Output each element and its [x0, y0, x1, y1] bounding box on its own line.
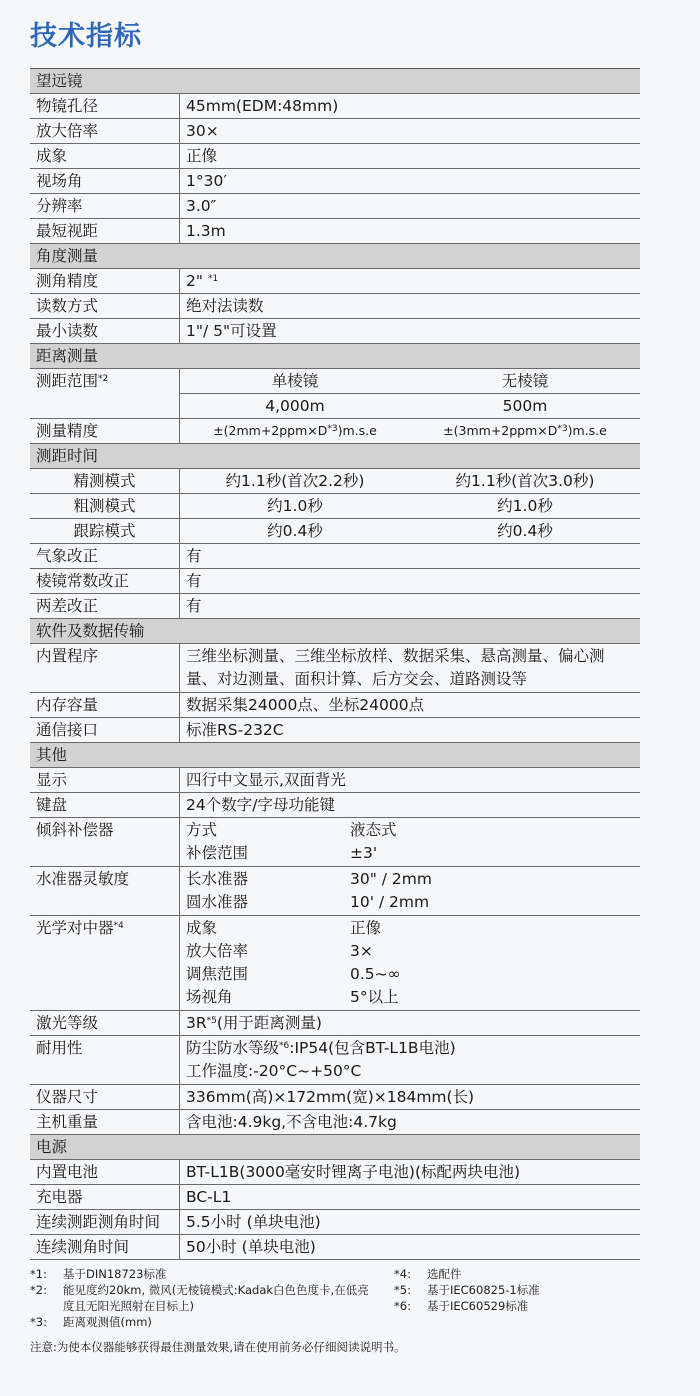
sub-key: 方式: [186, 821, 218, 839]
section-angle: 角度测量: [30, 244, 640, 269]
footnote: [30, 1314, 375, 1330]
footnotes-right: [394, 1266, 650, 1314]
spec-row: [30, 144, 640, 169]
row-value: 含电池:4.9kg,不含电池:4.7kg: [186, 1113, 397, 1131]
spec-row: [30, 294, 640, 319]
row-value: 24个数字/字母功能键: [186, 796, 335, 814]
spec-row: [30, 1085, 640, 1110]
spec-row: [30, 793, 640, 818]
program-line: 三维坐标测量、三维坐标放样、数据采集、悬高测量、偏心测: [186, 647, 605, 665]
row-value: 1°30′: [186, 172, 227, 190]
footnote-mark: *5: [206, 1016, 217, 1026]
sub-key: 长水准器: [186, 870, 249, 888]
range-values: [180, 394, 640, 418]
prism-header: 单棱镜: [271, 372, 319, 390]
spec-row: [30, 269, 640, 294]
temp-line: 工作温度:-20°C~+50°C: [186, 1062, 362, 1080]
section-power: 电源: [30, 1135, 640, 1160]
row-label: 测角精度: [30, 269, 180, 293]
row-label: 内置程序: [30, 644, 180, 692]
spec-row: [30, 768, 640, 793]
page-title: 技术指标: [30, 21, 142, 52]
row-label: [30, 369, 180, 418]
section-software: 软件及数据传输: [30, 619, 640, 644]
row-value: 5.5小时 (单块电池): [186, 1213, 321, 1231]
prism-time: 约1.0秒: [267, 497, 323, 515]
noprism-time: 约0.4秒: [497, 522, 553, 540]
acc-text: )m.s.e: [337, 423, 377, 438]
row-value: 有: [186, 572, 202, 590]
row-label: 耐用性: [30, 1036, 180, 1084]
footnote: [30, 1266, 375, 1282]
row-label: 物镜孔径: [30, 94, 180, 118]
acc-text: )m.s.e: [567, 423, 607, 438]
row-label: 连续测距测角时间: [30, 1210, 180, 1234]
prism-range: 4,000m: [265, 397, 325, 415]
row-value: [180, 867, 640, 915]
footnote-key: *3:: [30, 1315, 47, 1329]
row-label: 倾斜补偿器: [30, 818, 180, 866]
program-line: 量、对边测量、面积计算、后方交会、道路测设等: [186, 670, 528, 688]
footnote-mark: *3: [327, 424, 338, 434]
dust-label: 防尘防水等级: [186, 1039, 280, 1057]
spec-row: [30, 519, 640, 544]
spec-row: [30, 644, 640, 693]
spec-row: [30, 693, 640, 718]
sub-value: 3×: [350, 942, 373, 960]
footnote-text: 基于DIN18723标准: [63, 1267, 167, 1281]
spec-row: [30, 469, 640, 494]
row-label: 放大倍率: [30, 119, 180, 143]
spec-row: [30, 594, 640, 619]
spec-row: [30, 494, 640, 519]
row-label: 充电器: [30, 1185, 180, 1209]
row-value: [180, 1011, 640, 1035]
row-label: 水准器灵敏度: [30, 867, 180, 915]
footnote-key: *2:: [30, 1283, 47, 1297]
footnote-key: *5:: [394, 1283, 411, 1297]
spec-table: [30, 68, 640, 1260]
acc-text: ±(3mm+2ppm×D: [443, 423, 558, 438]
noprism-header: 无棱镜: [501, 372, 549, 390]
prism-time: 约1.1秒(首次2.2秒): [225, 472, 365, 490]
footnote-mark: *6: [279, 1041, 290, 1051]
noprism-accuracy: [410, 419, 640, 443]
spec-row: [30, 718, 640, 743]
row-value: [180, 644, 640, 692]
row-value: 1"/ 5"可设置: [186, 322, 277, 340]
row-value: [180, 916, 640, 1010]
sub-key: 补偿范围: [186, 844, 249, 862]
sub-value: 0.5~∞: [350, 965, 401, 983]
section-distance: 距离测量: [30, 344, 640, 369]
footnote-text: 选配件: [427, 1267, 462, 1281]
dust-line: [186, 1037, 640, 1060]
spec-row: [30, 1185, 640, 1210]
spec-row: [30, 1110, 640, 1135]
sub-value: 5°以上: [350, 988, 399, 1006]
spec-row: [30, 119, 640, 144]
range-label: 测距范围: [36, 372, 99, 390]
precision-value: 2": [186, 272, 203, 290]
row-value: [180, 369, 640, 418]
spec-row: [30, 867, 640, 916]
prism-time: 约0.4秒: [267, 522, 323, 540]
noprism-range: 500m: [502, 397, 548, 415]
acc-text: ±(2mm+2ppm×D: [213, 423, 328, 438]
row-value: [180, 1036, 640, 1084]
row-label: 显示: [30, 768, 180, 792]
spec-row: [30, 169, 640, 194]
spec-row: [30, 419, 640, 444]
sub-value: 液态式: [350, 821, 397, 839]
row-value: [180, 269, 640, 293]
row-value: 1.3m: [186, 222, 226, 240]
row-value: 有: [186, 597, 202, 615]
row-value: 336mm(高)×172mm(宽)×184mm(长): [186, 1088, 475, 1106]
usage-notice: 注意:为使本仪器能够获得最佳测量效果,请在使用前务必仔细阅读说明书。: [30, 1340, 406, 1354]
row-value: BT-L1B(3000毫安时锂离子电池)(标配两块电池): [186, 1163, 521, 1181]
row-label: 最短视距: [30, 219, 180, 243]
row-label: 连续测角时间: [30, 1235, 180, 1259]
row-label: 通信接口: [30, 718, 180, 742]
section-telescope: 望远镜: [30, 69, 640, 94]
row-value: 标准RS-232C: [186, 721, 284, 739]
row-value: 有: [186, 547, 202, 565]
footnote-key: *6:: [394, 1299, 411, 1313]
row-label: 读数方式: [30, 294, 180, 318]
footnote-mark: *1: [207, 274, 219, 284]
footnote: [394, 1266, 650, 1282]
spec-row: [30, 569, 640, 594]
laser-note: (用于距离测量): [216, 1014, 322, 1032]
row-label: 棱镜常数改正: [30, 569, 180, 593]
row-value: [180, 519, 640, 543]
range-head: [180, 369, 640, 394]
spec-row: [30, 1210, 640, 1235]
noprism-time: 约1.0秒: [497, 497, 553, 515]
section-other: 其他: [30, 743, 640, 768]
row-label: 最小读数: [30, 319, 180, 343]
row-value: 正像: [186, 147, 218, 165]
row-label: 两差改正: [30, 594, 180, 618]
row-value: [180, 469, 640, 493]
sub-value: 10' / 2mm: [350, 893, 430, 911]
footnote-key: *4:: [394, 1267, 411, 1281]
dust-value: :IP54(包含BT-L1B电池): [289, 1039, 456, 1057]
section-ranging-time: 测距时间: [30, 444, 640, 469]
row-label: 仪器尺寸: [30, 1085, 180, 1109]
spec-row: [30, 219, 640, 244]
footnote-key: *1:: [30, 1267, 47, 1281]
footnote-mark: *2: [98, 374, 109, 384]
spec-row: [30, 916, 640, 1011]
row-value: 四行中文显示,双面背光: [186, 771, 346, 789]
row-label: 成象: [30, 144, 180, 168]
row-value: BC-L1: [186, 1188, 232, 1206]
sub-key: 成象: [186, 919, 218, 937]
row-label: 主机重量: [30, 1110, 180, 1134]
footnote-text: 基于IEC60529标准: [427, 1299, 529, 1313]
row-value: 50小时 (单块电池): [186, 1238, 316, 1256]
sub-key: 放大倍率: [186, 942, 249, 960]
row-label: 内存容量: [30, 693, 180, 717]
row-label: 测量精度: [30, 419, 180, 443]
accuracy-values: [180, 419, 640, 443]
row-label: 激光等级: [30, 1011, 180, 1035]
noprism-time: 约1.1秒(首次3.0秒): [455, 472, 595, 490]
spec-row: [30, 1160, 640, 1185]
footnote-text: 基于IEC60825-1标准: [427, 1283, 540, 1297]
footnote-text: 距离观测值(mm): [63, 1315, 152, 1329]
spec-row: [30, 1036, 640, 1085]
footnote-text: 能见度约20km, 微风(无棱镜模式:Kadak白色色度卡,在低亮度且无阳光照射在目标上): [63, 1283, 369, 1313]
sub-value: 30" / 2mm: [350, 870, 432, 888]
sub-key: 调焦范围: [186, 965, 249, 983]
spec-row: [30, 1235, 640, 1260]
row-label: 跟踪模式: [30, 519, 180, 543]
row-label: 精测模式: [30, 469, 180, 493]
footnote: [30, 1282, 375, 1314]
laser-class: 3R: [186, 1014, 207, 1032]
row-label: 键盘: [30, 793, 180, 817]
row-value: 数据采集24000点、坐标24000点: [186, 696, 425, 714]
plummet-label: 光学对中器: [36, 919, 114, 937]
prism-accuracy: [180, 419, 410, 443]
row-value: 30×: [186, 122, 219, 140]
row-label: 内置电池: [30, 1160, 180, 1184]
sub-key: 场视角: [186, 988, 233, 1006]
spec-row: [30, 818, 640, 867]
footnote-mark: *3: [557, 424, 568, 434]
row-label: 分辨率: [30, 194, 180, 218]
row-value: 45mm(EDM:48mm): [186, 97, 339, 115]
sub-value: ±3': [350, 844, 378, 862]
footnotes-left: [30, 1266, 375, 1330]
spec-row: [30, 194, 640, 219]
row-value: [180, 494, 640, 518]
row-label: 气象改正: [30, 544, 180, 568]
row-value: [180, 419, 640, 443]
spec-row: [30, 369, 640, 419]
row-value: 绝对法读数: [186, 297, 264, 315]
footnote: [394, 1298, 650, 1314]
footnote-mark: *4: [113, 921, 124, 931]
spec-row: [30, 1011, 640, 1036]
sub-key: 圆水准器: [186, 893, 249, 911]
sub-value: 正像: [350, 919, 382, 937]
row-value: 3.0″: [186, 197, 217, 215]
spec-row: [30, 319, 640, 344]
footnote: [394, 1282, 650, 1298]
row-value: [180, 818, 640, 866]
spec-row: [30, 544, 640, 569]
row-label: 粗测模式: [30, 494, 180, 518]
spec-row: [30, 94, 640, 119]
row-label: [30, 916, 180, 1010]
row-label: 视场角: [30, 169, 180, 193]
